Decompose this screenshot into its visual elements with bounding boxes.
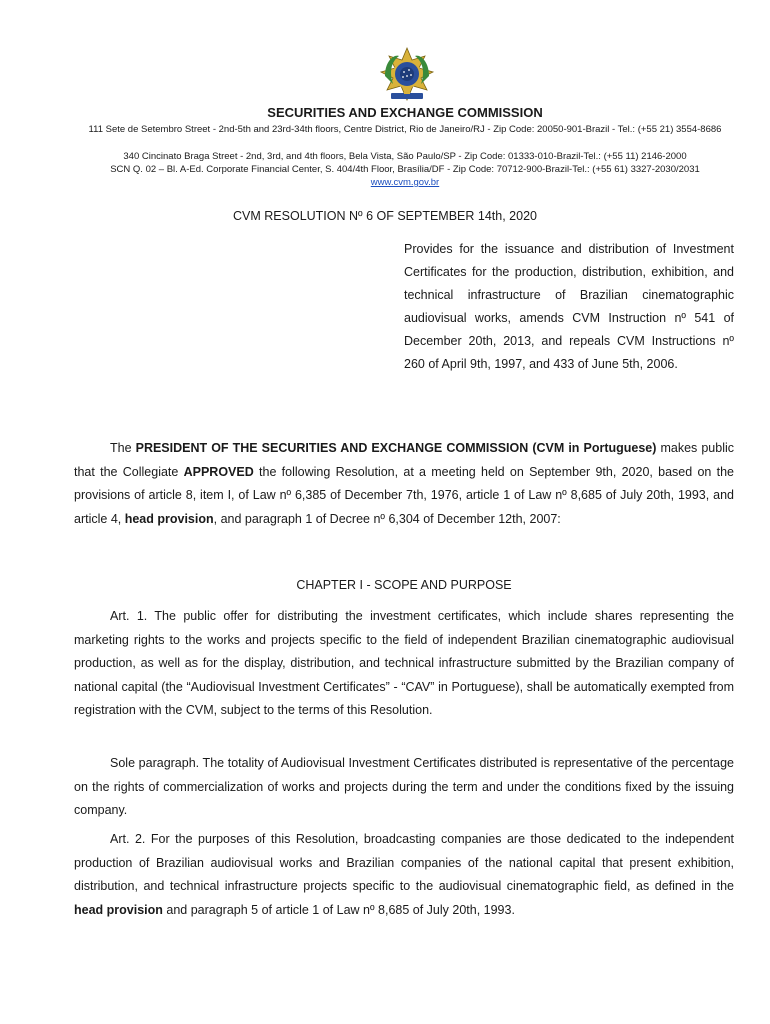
brazil-coat-of-arms-icon: [377, 46, 437, 106]
address-sao-paulo: 340 Cincinato Braga Street - 2nd, 3rd, and 4th floors, Bela Vista, São Paulo/SP - Zip Code: 01333-010-Brazil-Tel.: (+55 11) 2146-2000: [123, 151, 687, 162]
chapter-heading: CHAPTER I - SCOPE AND PURPOSE: [296, 578, 512, 592]
sole-paragraph: Sole paragraph. The totality of Audiovisual Investment Certificates distributed is representative of the percentage on the rights of commercialization of works and projects during the term and under the conditions fixed by the issuing company.: [74, 756, 734, 817]
preamble-bold-3: head provision: [124, 511, 214, 526]
preamble-text-4: , and paragraph 1 of Decree nº 6,304 of December 12th, 2007:: [213, 511, 561, 526]
address-rio: 111 Sete de Setembro Street - 2nd-5th and 23rd-34th floors, Centre District, Rio de Janeiro/RJ - Zip Code: 20050-901-Brazil - Tel.: (+55 21) 3554-8686: [88, 124, 722, 135]
preamble-text-3: the following Resolution, at a meeting held on September 9th, 2020, based on the provisions of article 8, item I, of Law nº 6,385 of December 7th, 1976, article 1 of Law nº 8,685 of July 20th, 1993, and article 4,: [74, 464, 734, 526]
resolution-title: CVM RESOLUTION Nº 6 OF SEPTEMBER 14th, 2020: [233, 209, 537, 223]
article-2-text-1: Art. 2. For the purposes of this Resolution, broadcasting companies are those dedicated to the independent production of Brazilian audiovisual works and Brazilian companies of the national capital that present exhibition, distribution, and technical infrastructure projects specific to the audiovisual cinematographic field, as defined in the: [74, 832, 734, 893]
article-2-text-2: and paragraph 5 of article 1 of Law nº 8,685 of July 20th, 1993.: [162, 902, 515, 917]
article-2-paragraph: [74, 828, 734, 922]
preamble-bold-2: APPROVED: [183, 464, 254, 479]
address-brasilia: SCN Q. 02 – Bl. A-Ed. Corporate Financial Center, S. 404/4th Floor, Brasília/DF - Zip Code: 70712-900-Brazil-Tel.: (+55 61) 3327-2030/2031: [110, 164, 700, 175]
organization-name: SECURITIES AND EXCHANGE COMMISSION: [267, 105, 543, 120]
website-link[interactable]: www.cvm.gov.br: [370, 177, 440, 188]
resolution-summary: Provides for the issuance and distribution of Investment Certificates for the production, distribution, exhibition, and technical infrastructure of Brazilian cinematographic audiovisual works, amends CVM Instruction nº 541 of December 20th, 2013, and repeals CVM Instructions nº 260 of April 9th, 1997, and 433 of June 5th, 2006.: [404, 242, 734, 371]
preamble-bold-1: PRESIDENT OF THE SECURITIES AND EXCHANGE COMMISSION (CVM in Portuguese): [135, 441, 657, 455]
preamble-text-1: The: [110, 441, 136, 455]
preamble-paragraph: [74, 437, 734, 531]
article-2-bold-1: head provision: [74, 902, 163, 917]
preamble-text-2: makes public that the Collegiate: [74, 441, 734, 479]
article-1-paragraph: Art. 1. The public offer for distributing the investment certificates, which include shares representing the marketing rights to the works and projects specific to the field of independent Brazilian cinematographic audiovisual production, as well as for the display, distribution, and technical infrastructure submitted by the Brazilian company of national capital (the “Audiovisual Investment Certificates” - “CAV” in Portuguese), shall be automatically exempted from registration with the CVM, subject to the terms of this Resolution.: [74, 609, 734, 717]
